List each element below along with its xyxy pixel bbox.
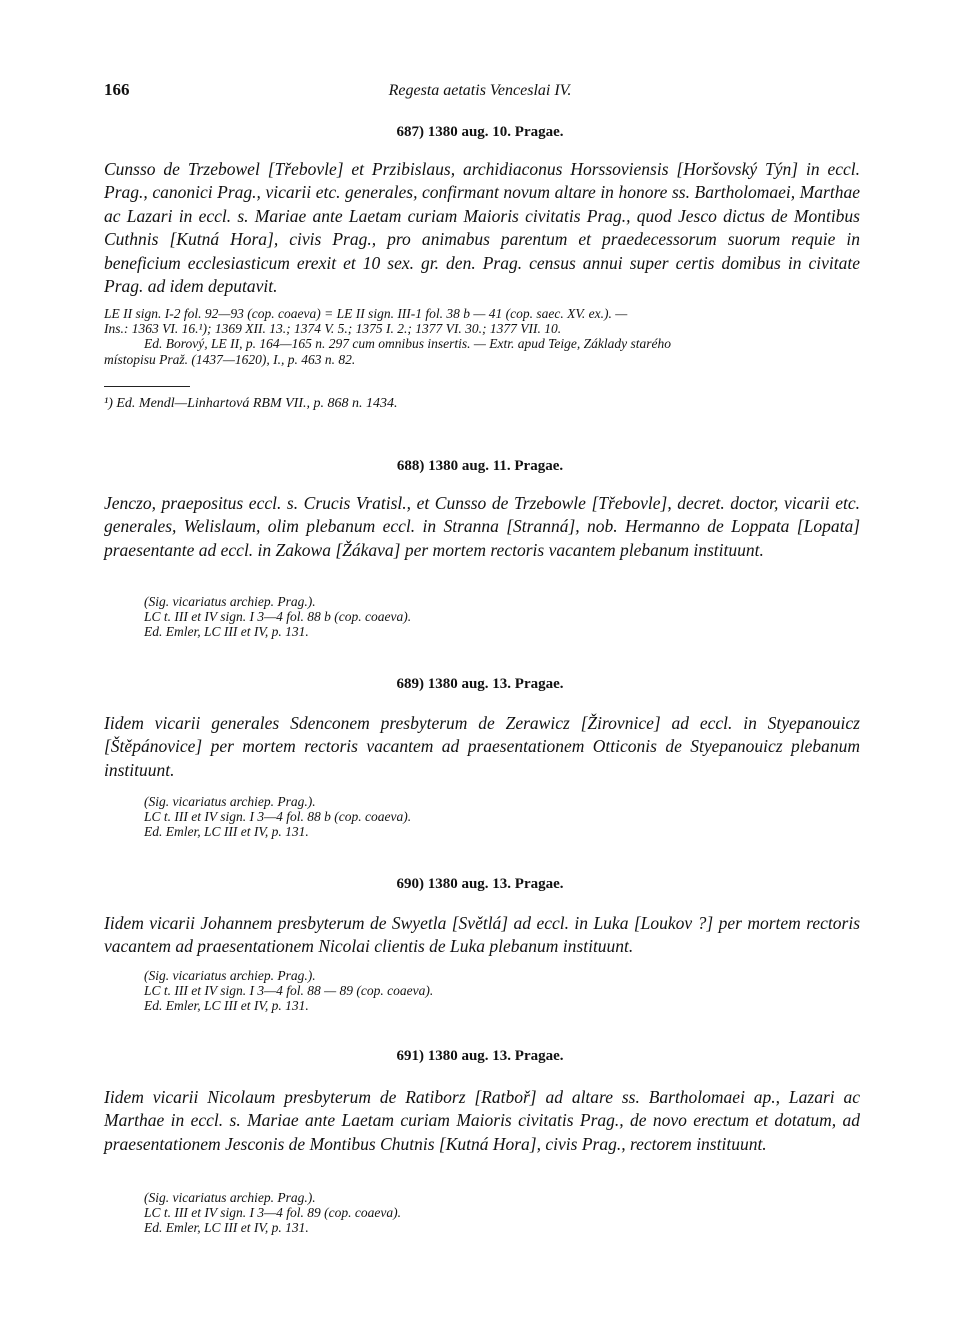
- note-line: Ed. Emler, LC III et IV, p. 131.: [144, 624, 309, 640]
- note-line: LC t. III et IV sign. I 3—4 fol. 89 (cop. coaeva).: [144, 1205, 401, 1221]
- entry-687-notes: [104, 306, 671, 367]
- entry-690-header: 690) 1380 aug. 13. Pragae.: [396, 876, 564, 892]
- entry-688-text: Jenczo, praepositus eccl. s. Crucis Vratisl., et Cunsso de Trzebowle [Třebovle], decret. doctor, vicarii etc. generales, Welislaum, olim plebanum eccl. in Stranna [Stranná], nob. Hermanno de Loppata [Lopata] praesentante ad eccl. in Zakowa [Žákava] per mortem rectoris vacantem plebanum instituunt.: [104, 493, 860, 560]
- note-line: LC t. III et IV sign. I 3—4 fol. 88 — 89 (cop. coaeva).: [144, 983, 434, 999]
- note-line: Ed. Emler, LC III et IV, p. 131.: [144, 998, 309, 1014]
- entry-687-header: 687) 1380 aug. 10. Pragae.: [396, 124, 564, 140]
- note-line: (Sig. vicariatus archiep. Prag.).: [144, 968, 316, 983]
- footnote: ¹) Ed. Mendl—Linhartová RBM VII., p. 868 n. 1434.: [104, 396, 398, 411]
- note-line: (Sig. vicariatus archiep. Prag.).: [144, 1190, 316, 1205]
- note-line: Ed. Borový, LE II, p. 164—165 n. 297 cum omnibus insertis. — Extr. apud Teige, Základy starého: [144, 336, 671, 352]
- note-line: (Sig. vicariatus archiep. Prag.).: [144, 794, 316, 809]
- entry-688-notes: [144, 594, 411, 640]
- entry-690-notes: [144, 968, 433, 1014]
- note-line: Ed. Emler, LC III et IV, p. 131.: [144, 824, 309, 840]
- footnote-rule: [104, 386, 190, 387]
- note-line: LC t. III et IV sign. I 3—4 fol. 88 b (cop. coaeva).: [144, 809, 412, 825]
- running-head: Regesta aetatis Venceslai IV.: [388, 82, 572, 99]
- entry-691-header: 691) 1380 aug. 13. Pragae.: [396, 1048, 564, 1064]
- note-line: LC t. III et IV sign. I 3—4 fol. 88 b (cop. coaeva).: [144, 609, 412, 625]
- note-line: Ins.: 1363 VI. 16.¹); 1369 XII. 13.; 1374 V. 5.; 1375 I. 2.; 1377 VI. 30.; 1377 VII. 10.: [104, 321, 562, 337]
- entry-690-text: Iidem vicarii Johannem presbyterum de Swyetla [Světlá] ad eccl. in Luka [Loukov ?] per mortem rectoris vacantem ad praesentationem Nicolai clientis de Luka plebanum instituunt.: [104, 913, 860, 957]
- entry-688-header: 688) 1380 aug. 11. Pragae.: [396, 458, 564, 474]
- note-line: (Sig. vicariatus archiep. Prag.).: [144, 594, 316, 609]
- entry-689-header: 689) 1380 aug. 13. Pragae.: [396, 676, 564, 692]
- note-line: Ed. Emler, LC III et IV, p. 131.: [144, 1220, 309, 1236]
- entry-689-text: Iidem vicarii generales Sdenconem presbyterum de Zerawicz [Žirovnice] ad eccl. in Styepanouicz [Štěpánovice] per mortem rectoris vacantem ad praesentationem Otticonis de Styepanouicz plebanum instituunt.: [104, 713, 860, 780]
- entry-687-text: Cunsso de Trzebowel [Třebovle] et Przibislaus, archidiaconus Horssoviensis [Horšovský Týn] in eccl. Prag., canonici Prag., vicarii etc. generales, confirmant novum altare in honore ss. Bartholomaei, Marthae ac Lazari in eccl. s. Mariae ante Laetam curiam Maioris civitatis Prag., quod Jesco dictus de Montibus Cuthnis [Kutná Hora], civis Prag., pro animabus parentum et praedecessorum suorum requie in beneficium ecclesiasticum erexit et 10 sex. gr. den. Prag. census annui super certis domibus in civitate Prag. ad idem deputavit.: [104, 159, 860, 297]
- entry-689-notes: [144, 794, 411, 840]
- entry-691-notes: [144, 1190, 401, 1236]
- page-number: 166: [104, 80, 130, 99]
- entry-691-text: Iidem vicarii Nicolaum presbyterum de Ratiborz [Ratboř] ad altare ss. Bartholomaei ap., Lazari ac Marthae in eccl. s. Mariae ante Laetam curiam Maioris civitatis Prag., de novo erectum et dotatum, ad praesentationem Jesconis de Montibus Chutnis [Kutná Hora], civis Prag., rectorem instituunt.: [104, 1087, 860, 1154]
- note-line: LE II sign. I-2 fol. 92—93 (cop. coaeva) = LE II sign. III-1 fol. 38 b — 41 (cop. saec. XV. ex.). —: [104, 306, 628, 321]
- note-line: místopisu Praž. (1437—1620), I., p. 463 n. 82.: [104, 351, 356, 367]
